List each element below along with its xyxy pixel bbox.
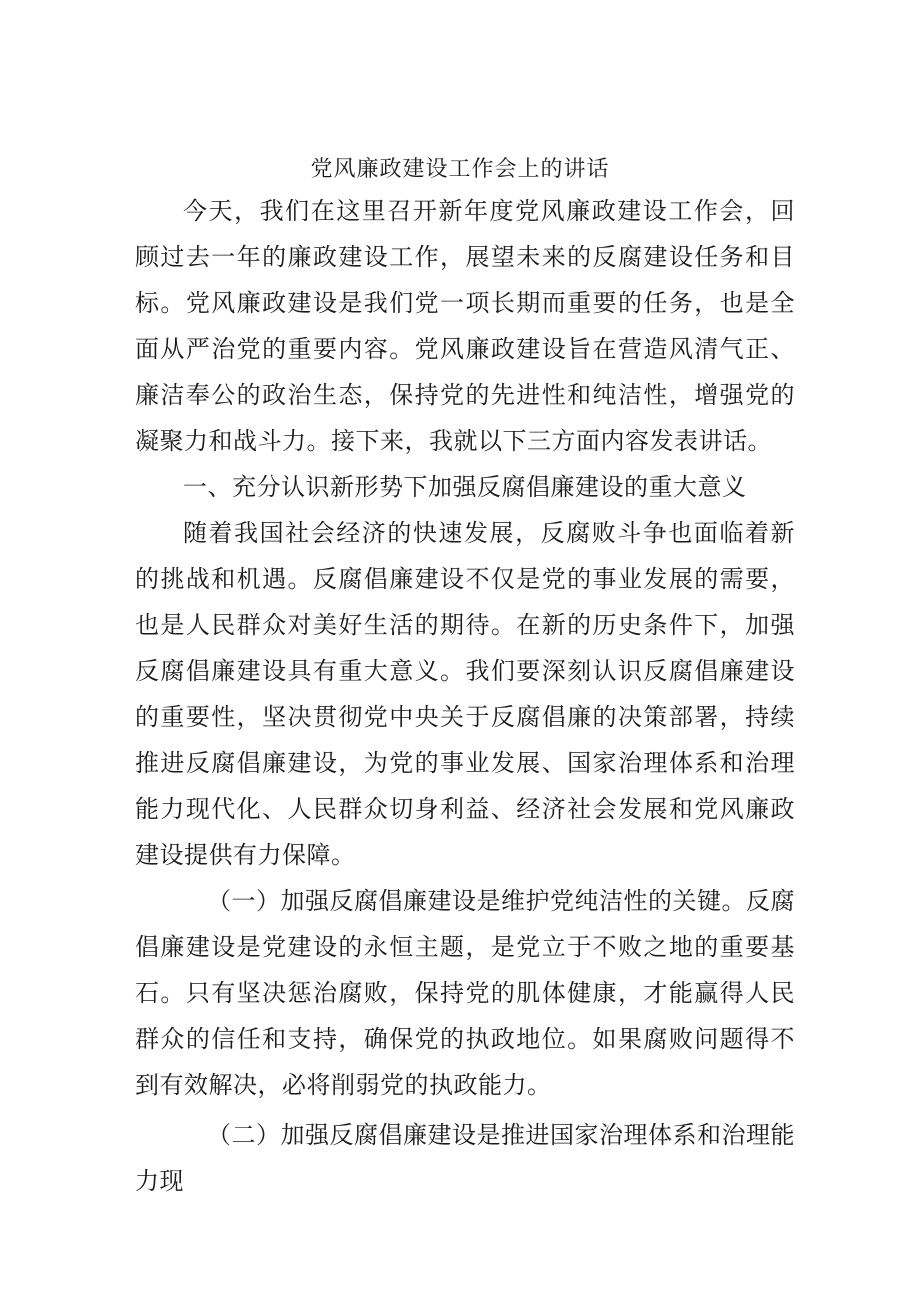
document-body [135,188,795,1204]
subsection-2-paragraph: （二）加强反腐倡廉建设是推进国家治理体系和治理能力现 [135,1121,795,1195]
section-heading-1: 一、充分认识新形势下加强反腐倡廉建设的重大意义 [183,473,747,501]
section-1-paragraph: 随着我国社会经济的快速发展，反腐败斗争也面临着新的挑战和机遇。反腐倡廉建设不仅是党的事业发展的需要，也是人民群众对美好生活的期待。在新的历史条件下，加强反腐倡廉建设具有重大意义。我们要深刻认识反腐倡廉建设的重要性，坚决贯彻党中央关于反腐倡廉的决策部署，持续推进反腐倡廉建设，为党的事业发展、国家治理体系和治理能力现代化、人民群众切身利益、经济社会发展和党风廉政建设提供有力保障。 [135,519,795,869]
document-title: 党风廉政建设工作会上的讲话 [310,157,610,182]
intro-paragraph: 今天，我们在这里召开新年度党风廉政建设工作会，回顾过去一年的廉政建设工作，展望未来的反腐建设任务和目标。党风廉政建设是我们党一项长期而重要的任务，也是全面从严治党的重要内容。党风廉政建设旨在营造风清气正、廉洁奉公的政治生态，保持党的先进性和纯洁性，增强党的凝聚力和战斗力。接下来，我就以下三方面内容发表讲话。 [135,197,795,455]
subsection-1-paragraph: （一）加强反腐倡廉建设是维护党纯洁性的关键。反腐倡廉建设是党建设的永恒主题，是党立于不败之地的重要基石。只有坚决惩治腐败，保持党的肌体健康，才能赢得人民群众的信任和支持，确保党的执政地位。如果腐败问题得不到有效解决，必将削弱党的执政能力。 [135,887,795,1099]
